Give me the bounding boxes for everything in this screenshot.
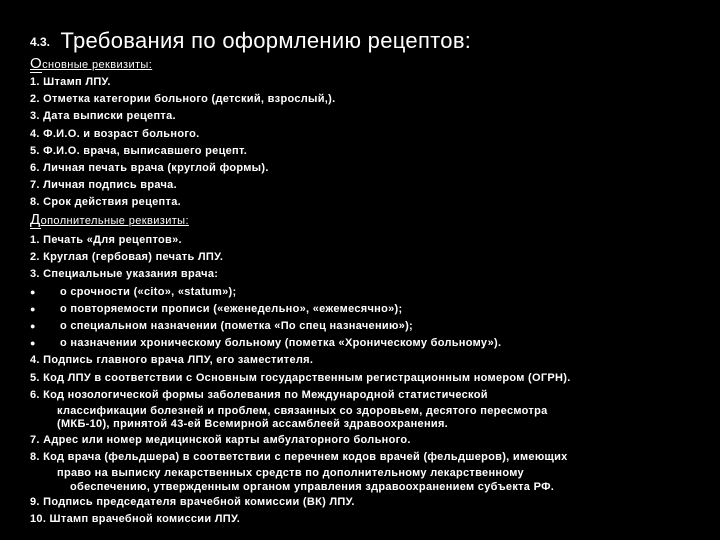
list-item: 4. Ф.И.О. и возраст больного.: [30, 127, 200, 140]
basic-requisites-list: [30, 74, 335, 212]
list-item: 9. Подпись председателя врачебной комиссии (ВК) ЛПУ.: [30, 496, 355, 509]
bullet-item: [30, 284, 571, 301]
list-item: 7. Адрес или номер медицинской карты амбулаторного больного.: [30, 433, 411, 446]
bullet-item: [30, 301, 571, 318]
list-item: 8. Код врача (фельдшера) в соответствии с перечнем кодов врачей (фельдшеров), имеющих: [30, 451, 568, 464]
title-number: 4.3.: [30, 35, 51, 49]
bullet-text: о повторяемости прописи («еженедельно», «ежемесячно»);: [60, 302, 403, 315]
list-item: 10. Штамп врачебной комиссии ЛПУ.: [30, 513, 241, 526]
bullet-text: о срочности («cito», «statum»);: [60, 285, 237, 298]
list-item: 6. Личная печать врача (круглой формы).: [30, 161, 269, 174]
additional-requisites-heading: [30, 212, 189, 227]
heading-rest: ополнительные реквизиты:: [40, 215, 189, 227]
list-item: 5. Ф.И.О. врача, выписавшего рецепт.: [30, 144, 248, 157]
bullet-icon: ●: [30, 303, 36, 314]
heading-rest: сновные реквизиты:: [42, 59, 153, 71]
bullet-item: [30, 335, 571, 352]
heading-initial: О: [30, 55, 43, 72]
bullet-item: [30, 318, 571, 335]
bullet-text: о специальном назначении (пометка «По спец назначению»);: [60, 319, 413, 332]
heading-initial: Д: [30, 211, 41, 228]
list-item: 6. Код нозологической формы заболевания по Международной статистической: [30, 388, 488, 401]
list-item-continuation: классификации болезней и проблем, связанных со здоровьем, десятого пересмотра: [57, 404, 548, 417]
bullet-icon: ●: [30, 338, 36, 349]
list-item-continuation: (МКБ-10), принятой 43-ей Всемирной ассамблеей здравоохранения.: [57, 418, 449, 431]
list-item: 4. Подпись главного врача ЛПУ, его заместителя.: [30, 354, 314, 367]
list-item: 3. Дата выписки рецепта.: [30, 110, 176, 123]
list-item: 7. Личная подпись врача.: [30, 179, 177, 192]
list-item: 8. Срок действия рецепта.: [30, 196, 181, 209]
list-item-continuation: право на выписку лекарственных средств по дополнительному лекарственному: [57, 467, 524, 480]
slide-title: [30, 28, 471, 54]
bullet-icon: ●: [30, 320, 36, 331]
additional-requisites-list: [30, 232, 571, 529]
title-text: Требования по оформлению рецептов:: [60, 28, 472, 53]
list-item: 3. Специальные указания врача:: [30, 268, 219, 281]
bullet-icon: ●: [30, 286, 36, 297]
bullet-text: о назначении хроническому больному (пометка «Хроническому больному»).: [60, 337, 502, 350]
list-item: 1. Печать «Для рецептов».: [30, 234, 182, 246]
list-item-continuation: обеспечению, утвержденным органом управления здравоохранением субъекта РФ.: [70, 480, 555, 493]
basic-requisites-heading: [30, 56, 152, 71]
list-item: 5. Код ЛПУ в соответствии с Основным государственным регистрационным номером (ОГРН).: [30, 371, 571, 384]
list-item: 2. Отметка категории больного (детский, взрослый,).: [30, 93, 336, 106]
list-item: 2. Круглая (гербовая) печать ЛПУ.: [30, 251, 224, 264]
list-item: 1. Штамп ЛПУ.: [30, 76, 111, 88]
